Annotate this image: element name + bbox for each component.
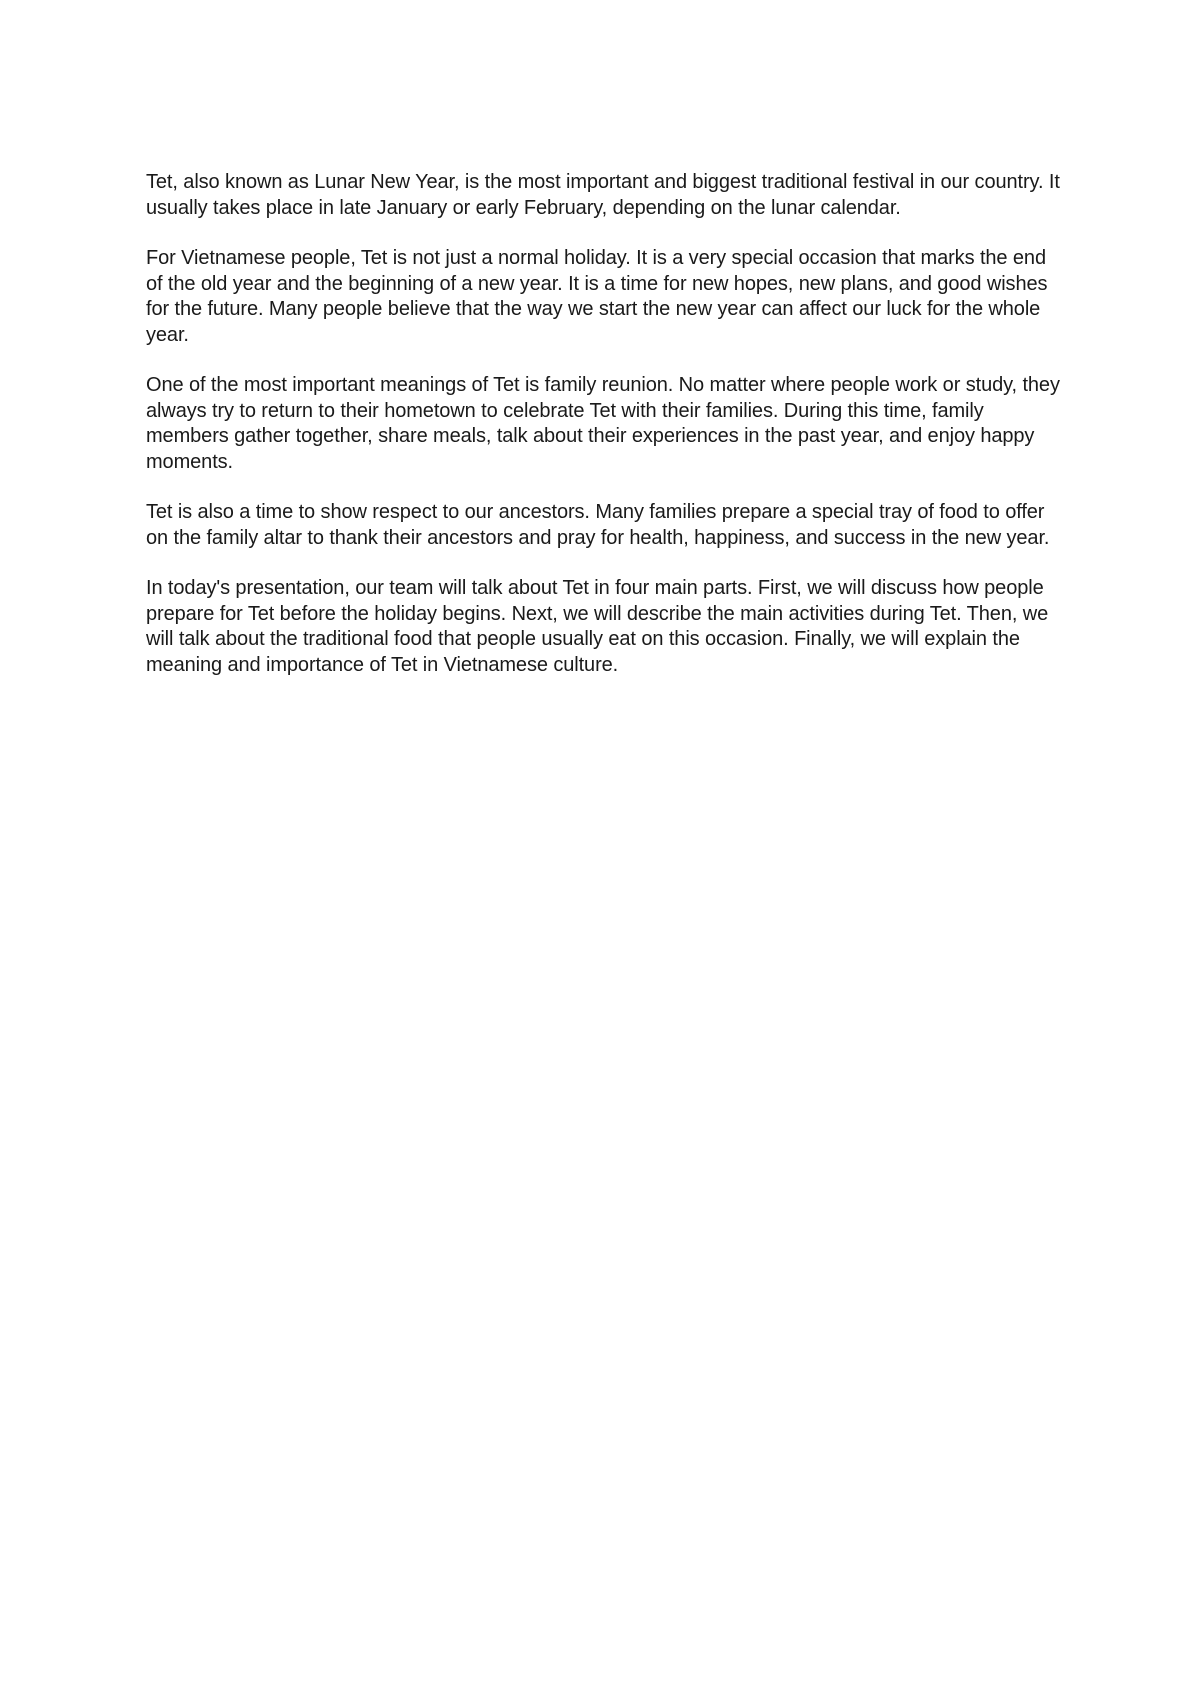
paragraph-presentation-outline: In today's presentation, our team will talk about Tet in four main parts. First, we will discuss how people prepare for Tet before the holiday begins. Next, we will describe the main activities during Tet. Then, we will talk about the traditional food that people usually eat on this occasion. Finally, we will explain the meaning and importance of Tet in Vietnamese culture. (146, 577, 1049, 676)
paragraph-special-occasion: For Vietnamese people, Tet is not just a normal holiday. It is a very special occasion that marks the end of the old year and the beginning of a new year. It is a time for new hopes, new plans, and good wishes for the future. Many people believe that the way we start the new year can affect our luck for the whole year. (146, 247, 1048, 346)
paragraph-ancestors: Tet is also a time to show respect to our ancestors. Many families prepare a special tray of food to offer on the family altar to thank their ancestors and pray for health, happiness, and success in the new year. (146, 501, 1050, 549)
paragraph-family-reunion: One of the most important meanings of Tet is family reunion. No matter where people work or study, they always try to return to their hometown to celebrate Tet with their families. During this time, family members gather together, share meals, talk about their experiences in the past year, and enjoy happy moments. (146, 374, 1060, 473)
document-body (146, 170, 1066, 703)
paragraph-introduction: Tet, also known as Lunar New Year, is the most important and biggest traditional festival in our country. It usually takes place in late January or early February, depending on the lunar calendar. (146, 171, 1060, 219)
